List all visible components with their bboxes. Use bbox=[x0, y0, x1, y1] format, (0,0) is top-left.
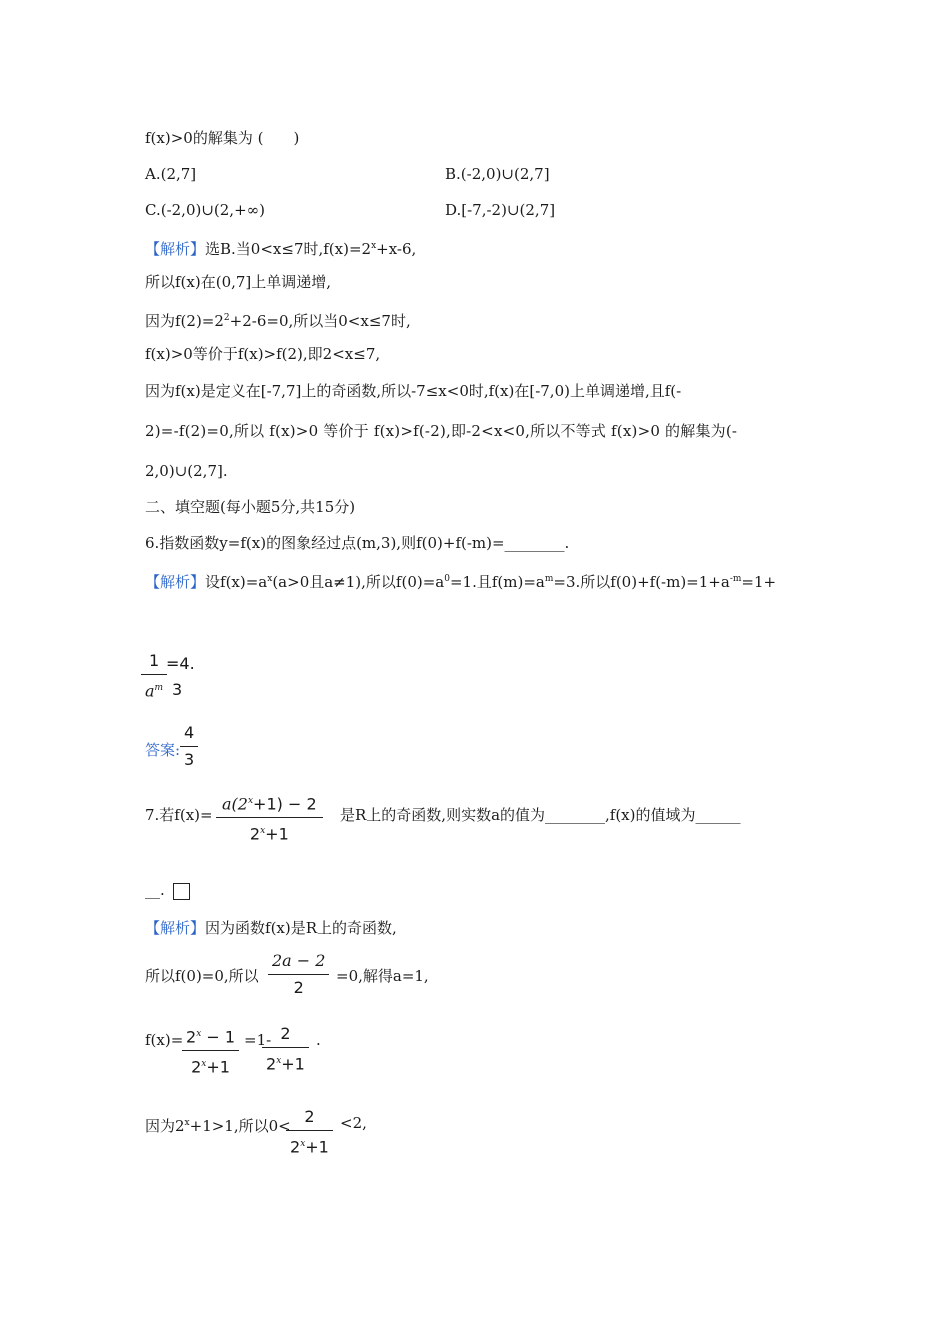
q5-solution-line-5: 因为f(x)是定义在[-7,7]上的奇函数,所以-7≤x<0时,f(x)在[-7,0)上单调递增,且f(- bbox=[145, 382, 682, 400]
q5-solution-line-7: 2,0)∪(2,7]. bbox=[145, 462, 228, 480]
q7-solution-line-2-end: =0,解得a=1, bbox=[336, 967, 429, 985]
q7-fraction-2a-minus-2: $\frac{2a - 2}{2}$ bbox=[268, 948, 329, 1001]
q6-solution-line-1: 【解析】设$f(x)=a^x(a>0$且a≠1),所以$f(0)=a^0=1$.且$f(m)=a^m=3$.所以$f(0)+f(-m)=1+a^{-m}=1+$ bbox=[145, 573, 777, 591]
q7-fraction-2-over-2x-plus-1: $\frac{2}{2^x+1}$ bbox=[262, 1021, 309, 1077]
q6-answer-fraction: $\frac{4}{3}$ bbox=[180, 720, 198, 773]
fraction-1-over-a-m: $\frac{1}{a^m}$ bbox=[141, 648, 167, 704]
q7-solution-line-3-end: . bbox=[316, 1031, 321, 1049]
q5-option-d: D.[-7,-2)∪(2,7] bbox=[445, 201, 556, 219]
q5-stem: f(x)>0的解集为 ( ) bbox=[145, 129, 300, 147]
q5-solution-line-1: 【解析】选B.当0<x≤7时$,f(x)=2^x+x-6$, bbox=[145, 240, 417, 258]
q6-equals-four: =4. bbox=[166, 654, 195, 673]
q7-stem-start: 7.若f(x)= bbox=[145, 806, 213, 824]
q7-solution-line-4-start: 因为$2^x+1>1$,所以0< bbox=[145, 1117, 291, 1135]
analysis-tag: 【解析】 bbox=[145, 573, 206, 591]
q5-solution-line-3: 因为$f(2)=2^2+2-6=0$,所以当0<x≤7时, bbox=[145, 312, 411, 330]
q7-solution-line-2-start: 所以f(0)=0,所以 bbox=[145, 967, 259, 985]
analysis-tag: 【解析】 bbox=[145, 240, 206, 258]
q7-solution-line-3-mid: =1- bbox=[244, 1031, 272, 1049]
q7-fraction-2-over-2x-plus-1-b: $\frac{2}{2^x+1}$ bbox=[286, 1104, 333, 1160]
section-heading: 二、填空题(每小题5分,共15分) bbox=[145, 498, 356, 516]
q5-solution-line-4: f(x)>0等价于f(x)>f(2),即2<x≤7, bbox=[145, 345, 381, 363]
checkbox-icon bbox=[173, 883, 190, 900]
analysis-tag: 【解析】 bbox=[145, 919, 206, 937]
q7-stem-end: 是R上的奇函数,则实数a的值为________,f(x)的值域为______ bbox=[340, 806, 741, 824]
q5-solution-line-2: 所以f(x)在(0,7]上单调递增, bbox=[145, 273, 332, 291]
q6-frac-denominator-3: 3 bbox=[172, 680, 183, 699]
q7-stem-tail: __. bbox=[145, 880, 190, 900]
q7-fraction: $\frac{a(2^x+1) - 2}{2^x+1}$ bbox=[216, 788, 323, 848]
q5-solution-line-6: 2)=-f(2)=0,所以 f(x)>0 等价于 f(x)>f(-2),即-2<x<0,所以不等式 f(x)>0 的解集为(- bbox=[145, 422, 738, 440]
q7-solution-line-1: 【解析】因为函数f(x)是R上的奇函数, bbox=[145, 919, 397, 937]
q6-stem: 6.指数函数y=f(x)的图象经过点(m,3),则f(0)+f(-m)=________. bbox=[145, 534, 570, 552]
q6-answer-label: 答案: bbox=[145, 741, 181, 759]
q5-option-a: A.(2,7] bbox=[145, 165, 197, 183]
q5-option-b: B.(-2,0)∪(2,7] bbox=[445, 165, 550, 183]
q7-fraction-2x-minus-1: $\frac{2^x - 1}{2^x+1}$ bbox=[182, 1021, 239, 1081]
q7-solution-line-3-start: f(x)= bbox=[145, 1031, 184, 1049]
q5-option-c: C.(-2,0)∪(2,+∞) bbox=[145, 201, 265, 219]
q7-solution-line-4-end: <2, bbox=[340, 1114, 367, 1132]
